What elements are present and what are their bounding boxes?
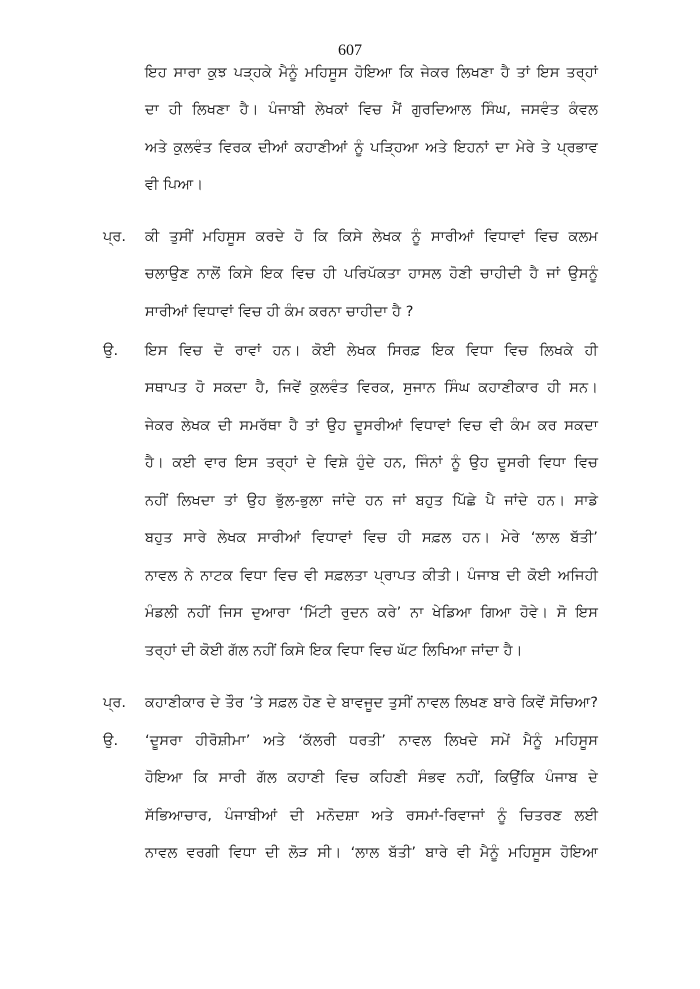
text-line: ਇਸ ਵਿਚ ਦੋ ਰਾਵਾਂ ਹਨ। ਕੋਈ ਲੇਖਕ ਸਿਰਫ਼ ਇਕ ਵਿਧਾ ਵਿਚ ਲਿਖਕੇ ਹੀ bbox=[145, 343, 598, 359]
text-line: ਕਹਾਣੀਕਾਰ ਦੇ ਤੌਰ ’ਤੇ ਸਫ਼ਲ ਹੋਣ ਦੇ ਬਾਵਜੂਦ ਤੁਸੀਂ ਨਾਵਲ ਲਿਖਣ ਬਾਰੇ ਕਿਵੇਂ ਸੋਚਿਆ? bbox=[145, 695, 598, 711]
answer-label: ਉ. bbox=[103, 733, 119, 749]
text-line: ਦਾ ਹੀ ਲਿਖਣਾ ਹੈ। ਪੰਜਾਬੀ ਲੇਖਕਾਂ ਵਿਚ ਮੈਂ ਗੁਰਦਿਆਲ ਸਿੰਘ, ਜਸਵੰਤ ਕੰਵਲ bbox=[145, 102, 598, 118]
text-line: ‘ਦੂਸਰਾ ਹੀਰੋਸ਼ੀਮਾ’ ਅਤੇ ‘ਕੱਲਰੀ ਧਰਤੀ’ ਨਾਵਲ ਲਿਖਦੇ ਸਮੇਂ ਮੈਨੂੰ ਮਹਿਸੂਸ bbox=[145, 733, 598, 749]
text-line: ਨਹੀਂ ਲਿਖਦਾ ਤਾਂ ਉਹ ਭੁੱਲ-ਭੁਲਾ ਜਾਂਦੇ ਹਨ ਜਾਂ ਬਹੁਤ ਪਿੱਛੇ ਪੈ ਜਾਂਦੇ ਹਨ। ਸਾਡੇ bbox=[145, 493, 598, 509]
text-line: ਅਤੇ ਕੁਲਵੰਤ ਵਿਰਕ ਦੀਆਂ ਕਹਾਣੀਆਂ ਨੂੰ ਪੜ੍ਹਿਆ ਅਤੇ ਇਹਨਾਂ ਦਾ ਮੇਰੇ ਤੇ ਪ੍ਰਭਾਵ bbox=[145, 140, 598, 156]
text-line: ਇਹ ਸਾਰਾ ਕੁਝ ਪੜ੍ਹਕੇ ਮੈਨੂੰ ਮਹਿਸੂਸ ਹੋਇਆ ਕਿ ਜੇਕਰ ਲਿਖਣਾ ਹੈ ਤਾਂ ਇਸ ਤਰ੍ਹਾਂ bbox=[145, 65, 598, 81]
page-number: 607 bbox=[338, 42, 362, 59]
text-line: ਸਥਾਪਤ ਹੋ ਸਕਦਾ ਹੈ, ਜਿਵੇਂ ਕੁਲਵੰਤ ਵਿਰਕ, ਸੁਜਾਨ ਸਿੰਘ ਕਹਾਣੀਕਾਰ ਹੀ ਸਨ। bbox=[145, 380, 598, 396]
text-line: ਸਾਰੀਆਂ ਵਿਧਾਵਾਂ ਵਿਚ ਹੀ ਕੰਮ ਕਰਨਾ ਚਾਹੀਦਾ ਹੈ ? bbox=[145, 304, 414, 320]
text-line: ਮੰਡਲੀ ਨਹੀਂ ਜਿਸ ਦੁਆਰਾ ‘ਮਿੱਟੀ ਰੁਦਨ ਕਰੇ’ ਨਾ ਖੇਡਿਆ ਗਿਆ ਹੋਵੇ। ਸੋ ਇਸ bbox=[145, 605, 598, 621]
text-line: ਸੱਭਿਆਚਾਰ, ਪੰਜਾਬੀਆਂ ਦੀ ਮਨੋਦਸ਼ਾ ਅਤੇ ਰਸਮਾਂ-ਰਿਵਾਜਾਂ ਨੂੰ ਚਿਤਰਣ ਲਈ bbox=[145, 808, 598, 824]
text-line: ਚਲਾਉਣ ਨਾਲੋਂ ਕਿਸੇ ਇਕ ਵਿਚ ਹੀ ਪਰਿਪੱਕਤਾ ਹਾਸਲ ਹੋਣੀ ਚਾਹੀਦੀ ਹੈ ਜਾਂ ਉਸਨੂੰ bbox=[145, 266, 598, 282]
text-line: ਨਾਵਲ ਵਰਗੀ ਵਿਧਾ ਦੀ ਲੋੜ ਸੀ। ‘ਲਾਲ ਬੱਤੀ’ ਬਾਰੇ ਵੀ ਮੈਨੂੰ ਮਹਿਸੂਸ ਹੋਇਆ bbox=[145, 845, 598, 861]
text-line: ਤਰ੍ਹਾਂ ਦੀ ਕੋਈ ਗੱਲ ਨਹੀਂ ਕਿਸੇ ਇਕ ਵਿਧਾ ਵਿਚ ਘੱਟ ਲਿਖਿਆ ਜਾਂਦਾ ਹੈ। bbox=[145, 643, 523, 659]
text-line: ਨਾਵਲ ਨੇ ਨਾਟਕ ਵਿਧਾ ਵਿਚ ਵੀ ਸਫ਼ਲਤਾ ਪ੍ਰਾਪਤ ਕੀਤੀ। ਪੰਜਾਬ ਦੀ ਕੋਈ ਅਜਿਹੀ bbox=[145, 568, 598, 584]
text-line: ਵੀ ਪਿਆ। bbox=[145, 177, 204, 193]
question-label: ਪ੍ਰ. bbox=[103, 229, 126, 245]
text-line: ਕੀ ਤੁਸੀਂ ਮਹਿਸੂਸ ਕਰਦੇ ਹੋ ਕਿ ਕਿਸੇ ਲੇਖਕ ਨੂੰ ਸਾਰੀਆਂ ਵਿਧਾਵਾਂ ਵਿਚ ਕਲਮ bbox=[145, 229, 598, 245]
question-label: ਪ੍ਰ. bbox=[103, 695, 126, 711]
text-line: ਜੇਕਰ ਲੇਖਕ ਦੀ ਸਮਰੱਥਾ ਹੈ ਤਾਂ ਉਹ ਦੂਸਰੀਆਂ ਵਿਧਾਵਾਂ ਵਿਚ ਵੀ ਕੰਮ ਕਰ ਸਕਦਾ bbox=[145, 418, 598, 434]
text-line: ਹੈ। ਕਈ ਵਾਰ ਇਸ ਤਰ੍ਹਾਂ ਦੇ ਵਿਸ਼ੇ ਹੁੰਦੇ ਹਨ, ਜਿੰਨਾਂ ਨੂੰ ਉਹ ਦੂਸਰੀ ਵਿਧਾ ਵਿਚ bbox=[145, 455, 598, 471]
answer-label: ਉ. bbox=[103, 343, 119, 359]
text-line: ਬਹੁਤ ਸਾਰੇ ਲੇਖਕ ਸਾਰੀਆਂ ਵਿਧਾਵਾਂ ਵਿਚ ਹੀ ਸਫ਼ਲ ਹਨ। ਮੇਰੇ ‘ਲਾਲ ਬੱਤੀ’ bbox=[145, 530, 598, 546]
text-line: ਹੋਇਆ ਕਿ ਸਾਰੀ ਗੱਲ ਕਹਾਣੀ ਵਿਚ ਕਹਿਣੀ ਸੰਭਵ ਨਹੀਂ, ਕਿਉਂਕਿ ਪੰਜਾਬ ਦੇ bbox=[145, 770, 598, 786]
